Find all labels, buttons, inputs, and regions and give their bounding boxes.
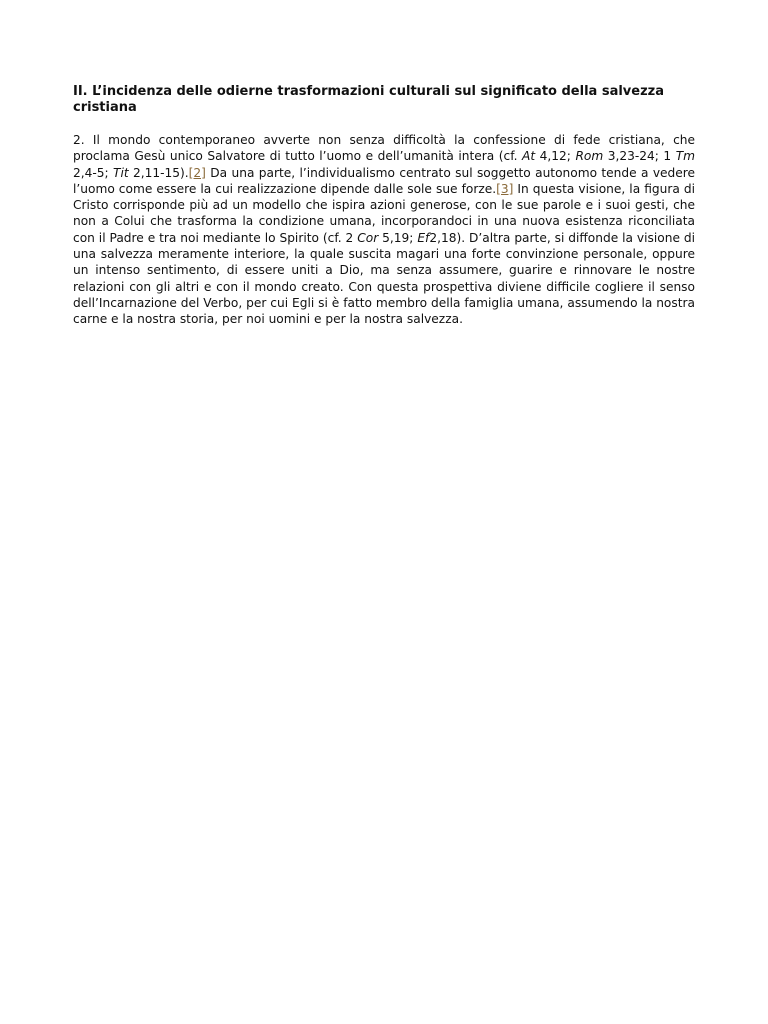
scripture-reference: Tit — [113, 165, 129, 180]
scripture-reference: Ef — [417, 230, 430, 245]
paragraph-text: 2,4-5; — [73, 165, 114, 180]
paragraph-text: 5,19; — [378, 230, 418, 245]
paragraph-text: 2,11-15). — [128, 165, 189, 180]
document-page — [73, 84, 695, 328]
paragraph-text: 2. Il mondo contemporaneo avverte non senza difficoltà la confessione di fede cristiana, che proclama Gesù unico Salvatore di tutto l’uomo e dell’umanità intera (cf. — [73, 133, 695, 164]
scripture-reference: Cor — [357, 230, 379, 245]
footnote-link-3[interactable]: [3] — [496, 181, 514, 196]
paragraph-text: 4,12; — [535, 149, 576, 164]
paragraph-text: 3,23-24; 1 — [603, 149, 676, 164]
paragraph-text: In questa visione, la figura di Cristo corrisponde più ad un modello che ispira azioni generose, con le sue parole e i suoi gesti, che non a Colui che trasforma la condizione umana, incorporandoci in una nuova esistenza riconciliata con il Padre e tra noi mediante lo Spirito (cf. 2 — [73, 181, 695, 245]
section-heading: II. L’incidenza delle odierne trasformazioni culturali sul significato della salvezza cristiana — [73, 84, 664, 115]
scripture-reference: Tm — [675, 149, 696, 164]
scripture-reference: Rom — [575, 149, 604, 164]
scripture-reference: At — [522, 149, 536, 164]
body-paragraph — [73, 132, 695, 328]
footnote-link-2[interactable]: [2] — [188, 165, 206, 180]
paragraph-text: 2,18). D’altra parte, si diffonde la visione di una salvezza meramente interiore, la quale suscita magari una forte convinzione personale, oppure un intenso sentimento, di essere uniti a Dio, ma senza assumere, guarire e rinnovare le nostre relazioni con gli altri e con il mondo creato. Con questa prospettiva diviene difficile cogliere il senso dell’Incarnazione del Verbo, per cui Egli si è fatto membro della famiglia umana, assumendo la nostra carne e la nostra storia, per noi uomini e per la nostra salvezza. — [73, 230, 695, 327]
paragraph-text: Da una parte, l’individualismo centrato sul soggetto autonomo tende a vedere l’uomo come essere la cui realizzazione dipende dalle sole sue forze. — [73, 165, 696, 196]
